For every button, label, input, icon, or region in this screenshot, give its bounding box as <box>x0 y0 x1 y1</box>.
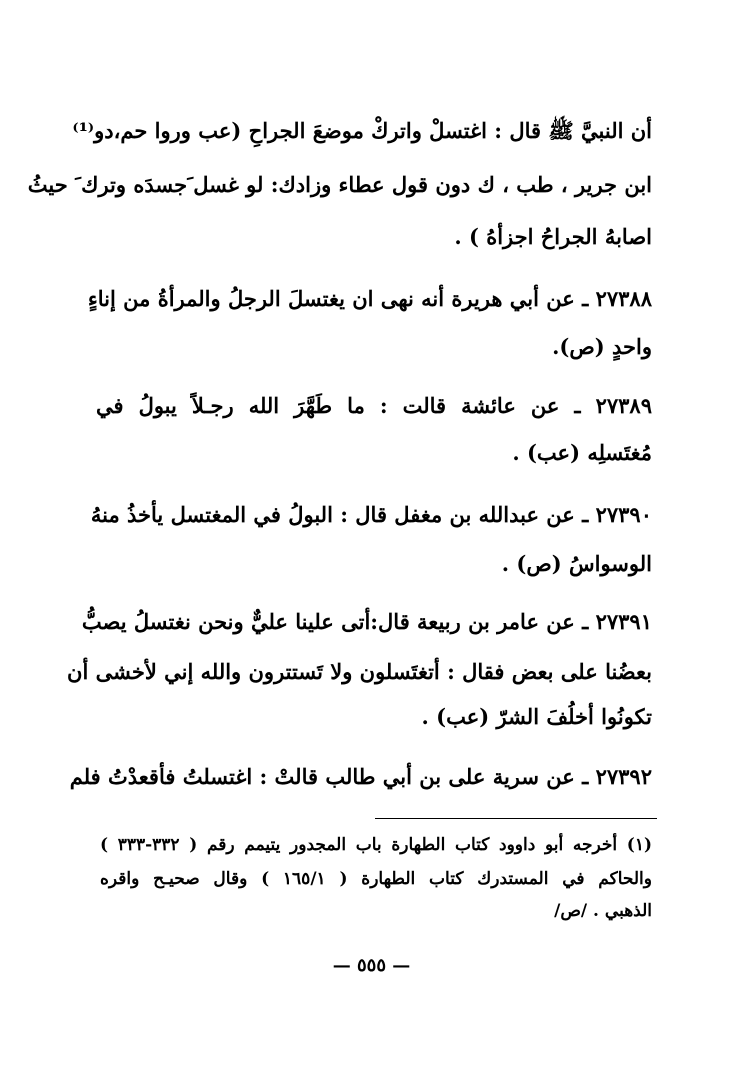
page-number: — ٥٥٥ — <box>332 955 411 976</box>
footnote-line-2: والحاكم في المستدرك كتاب الطهارة ( ١٦٥/١ ) وقال صحيـح واقره <box>100 869 652 889</box>
paragraph-1-line-1: أن النبيَّ ﷺ قال : اغتسلْ واتركْ موضعَ الجراحِ (عب وروا حم،دو⁽¹⁾ <box>72 118 652 143</box>
hadith-27391-line-1: ٢٧٣٩١ ـ عن عامر بن ربيعة قال:أتى علينا عليٌّ ونحن نغتسلُ يصبُّ <box>81 609 652 634</box>
hadith-27392-line-1: ٢٧٣٩٢ ـ عن سرية على بن أبي طالب قالتْ : اغتسلتُ فأقعدْتُ فلم <box>69 764 652 789</box>
footnote-separator <box>375 818 657 819</box>
hadith-27390-line-1: ٢٧٣٩٠ ـ عن عبدالله بن مغفل قال : البولُ في المغتسل يأخذُ منهُ <box>90 502 652 527</box>
footnote-line-1: (١) أخرجه أبو داوود كتاب الطهارة باب المجدور يتيمم رقم ( ٣٣٢-٣٣٣ ) <box>100 835 652 855</box>
hadith-27389-line-1: ٢٧٣٨٩ ـ عن عائشة قالت : ما طَهَّرَ الله رجـلاً يبولُ في <box>96 393 652 418</box>
hadith-27390-line-2: الوسواسُ (ص) . <box>501 551 652 576</box>
paragraph-1-line-2: ابن جرير ، طب ، ك دون قول عطاء وزادك: لو غسل َجسدَه وترك َ حيثُ <box>27 172 652 197</box>
hadith-27389-line-2: مُغتَسلِه (عب) . <box>512 440 652 465</box>
paragraph-1-line-3: اصابهُ الجراحُ اجزأهُ ) . <box>454 224 652 249</box>
hadith-27388-line-2: واحدٍ (ص). <box>552 334 652 359</box>
hadith-27391-line-3: تكونُوا أخلُفَ الشرّ (عب) . <box>421 704 652 729</box>
hadith-27391-line-2: بعضُنا على بعض فقال : أتغتَسلون ولا تَستترون والله إني لأخشى أن <box>67 659 652 684</box>
hadith-27388-line-1: ٢٧٣٨٨ ـ عن أبي هريرة أنه نهى ان يغتسلَ الرجلُ والمرأةُ من إناءٍ <box>87 286 652 311</box>
footnote-line-3: الذهبي . /ص/ <box>554 901 652 921</box>
